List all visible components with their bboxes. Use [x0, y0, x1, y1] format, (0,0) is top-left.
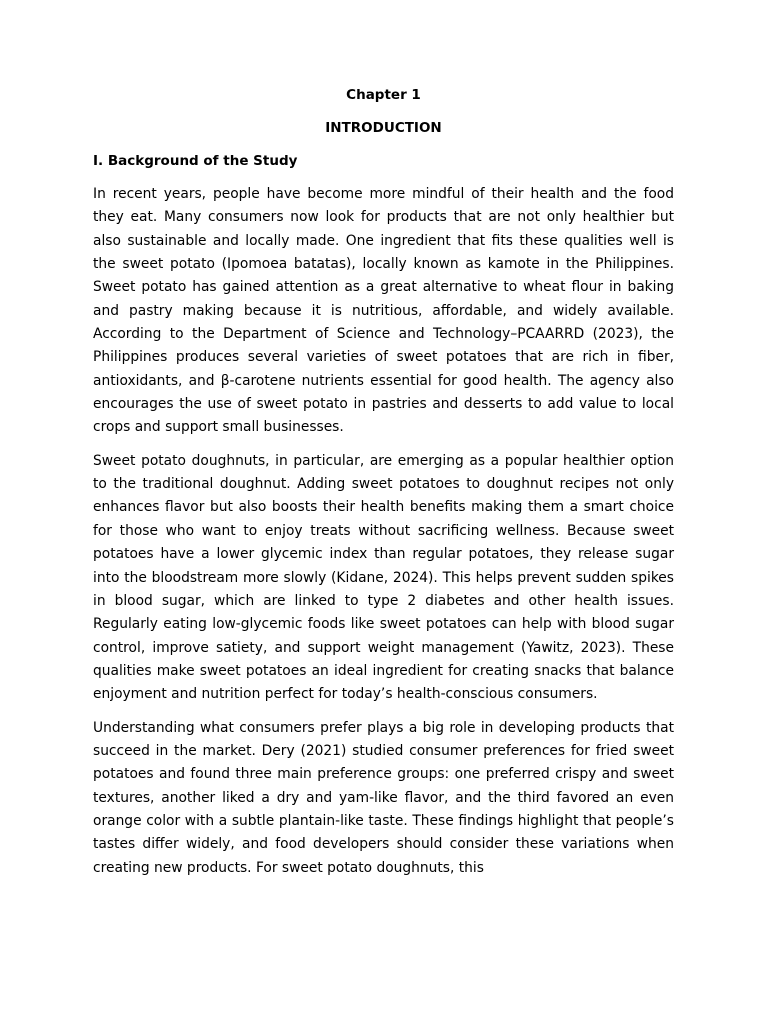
- paragraph-3: Understanding what consumers prefer plays a big role in developing products that succeed in the market. Dery (2021) studied consumer preferences for fried sweet potatoes and found three main preference groups: one preferred crispy and sweet textures, another liked a dry and yam-like flavor, and the third favored an even orange color with a subtle plantain-like taste. These findings highlight that people’s tastes differ widely, and food developers should consider these variations when creating new products. For sweet potato doughnuts, this: [93, 719, 674, 876]
- chapter-title: INTRODUCTION: [325, 120, 442, 136]
- document-page: [93, 84, 674, 890]
- section-heading: I. Background of the Study: [93, 153, 298, 169]
- paragraph-1: In recent years, people have become more mindful of their health and the food they eat. Many consumers now look for products that are not only healthier but also sustainable and locally made. One ingredient that fits these qualities well is the sweet potato (Ipomoea batatas), locally known as kamote in the Philippines. Sweet potato has gained attention as a great alternative to wheat flour in baking and pastry making because it is nutritious, affordable, and widely available. According to the Department of Science and Technology–PCAARRD (2023), the Philippines produces several varieties of sweet potatoes that are rich in fiber, antioxidants, and β-carotene nutrients essential for good health. The agency also encourages the use of sweet potato in pastries and desserts to add value to local crops and support small businesses.: [93, 186, 674, 436]
- paragraph-2: Sweet potato doughnuts, in particular, are emerging as a popular healthier option to the traditional doughnut. Adding sweet potatoes to doughnut recipes not only enhances flavor but also boosts their health benefits making them a smart choice for those who want to enjoy treats without sacrificing wellness. Because sweet potatoes have a lower glycemic index than regular potatoes, they release sugar into the bloodstream more slowly (Kidane, 2024). This helps prevent sudden spikes in blood sugar, which are linked to type 2 diabetes and other health issues. Regularly eating low-glycemic foods like sweet potatoes can help with blood sugar control, improve satiety, and support weight management (Yawitz, 2023). These qualities make sweet potatoes an ideal ingredient for creating snacks that balance enjoyment and nutrition perfect for today’s health-conscious consumers.: [93, 452, 674, 703]
- chapter-label: Chapter 1: [346, 87, 421, 103]
